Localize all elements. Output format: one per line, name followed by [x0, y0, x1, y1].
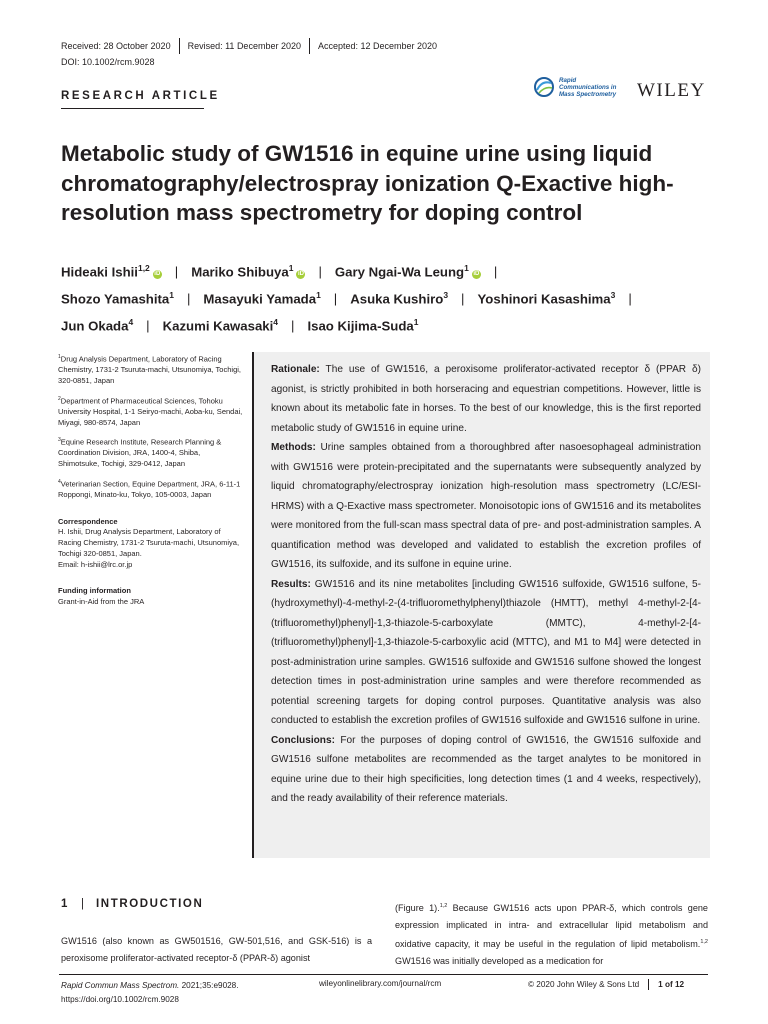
affiliation-1: $^1$Drug Analysis Department, Laboratory of Racing Chemistry, 1731-2 Tsuruta-machi, Utsunomiya, Tochigi, 320-0851, Japan: [58, 354, 241, 385]
author-name[interactable]: Yoshinori Kasashima: [477, 291, 611, 307]
affiliation-4: $^4$Veterinarian Section, Equine Department, JRA, 6-11-1 Roppongi, Minato-ku, Tokyo, 105-0003, Japan: [58, 478, 241, 500]
footer-citation: Rapid Commun Mass Spectrom. 2021;35:e9028. https://doi.org/10.1002/rcm.9028: [61, 981, 239, 1004]
affiliation-3: $^3$Equine Research Institute, Research Planning & Coordination Division, JRA, 1400-4, Shiba, Shimotsuke, Tochigi, 329-0412, Japan: [58, 437, 222, 469]
author-affiliation-mark: 4: [273, 316, 279, 327]
author-name[interactable]: Kazumi Kawasaki: [162, 318, 274, 334]
divider: [179, 38, 180, 54]
correspondence-address: H. Ishii, Drug Analysis Department, Laboratory of Racing Chemistry, 1731-2 Tsuruta-machi, Utsunomiya, Tochigi 320-0851, Japan.: [58, 527, 240, 558]
abstract-rationale: Rationale: The use of GW1516, a peroxisome proliferator-activated receptor δ (PPAR δ) agonist, is strictly prohibited in both horseracing and equestrian competitions. However, little is known about its metabolic fate in horses. To the best of our knowledge, this is the first reported metabolic study of GW1516 in equine urine.: [271, 364, 701, 434]
author-separator: |: [186, 291, 191, 307]
correspondence-email[interactable]: Email: h-ishii@lrc.or.jp: [58, 559, 133, 569]
author-name[interactable]: Shozo Yamashita: [61, 291, 170, 307]
journal-logo-text-3: Mass Spectrometry: [559, 90, 617, 98]
doi[interactable]: DOI: 10.1002/rcm.9028: [61, 57, 155, 67]
author-name[interactable]: Jun Okada: [61, 318, 129, 334]
funding-text: Grant-in-Aid from the JRA: [58, 596, 145, 606]
journal-logo: [533, 76, 616, 98]
author-affiliation-mark: 1: [316, 289, 321, 300]
intro-paragraph-right: (Figure 1).$^{1,2}$ Because GW1516 acts upon PPAR-δ, which controls gene expression implicated in intra- and extracellular lipid metabolism and oxidative capacity, it may be useful in the regulation of lipid metabolism.$^{1,2}$ GW1516 was initially developed as a medication for: [395, 903, 708, 967]
author-name[interactable]: Asuka Kushiro: [350, 291, 444, 307]
citation-ref[interactable]: 1,2: [700, 939, 708, 946]
author-affiliation-mark: 1: [464, 263, 469, 273]
article-type: RESEARCH ARTICLE: [61, 90, 220, 102]
author-separator: |: [146, 318, 150, 334]
funding-heading: Funding information: [58, 586, 131, 596]
author-name[interactable]: Mariko Shibuya: [191, 264, 289, 280]
affiliation-2: $^2$Department of Pharmaceutical Sciences, Tohoku University Hospital, 1-1 Seiryo-machi, Aoba-ku, Sendai, Miyagi, 980-8574, Japan: [58, 395, 243, 427]
footer-journal-site[interactable]: wileyonlinelibrary.com/journal/rcm: [319, 979, 442, 988]
orcid-icon[interactable]: iD: [297, 271, 304, 278]
copyright: © 2020 John Wiley & Sons Ltd: [528, 980, 640, 989]
author-name[interactable]: Gary Ngai-Wa Leung: [334, 264, 465, 280]
divider: [309, 38, 310, 54]
received-date: Received: 28 October 2020: [61, 41, 171, 51]
publisher-logo: WILEY: [637, 80, 706, 101]
author-name[interactable]: Hideaki Ishii: [61, 264, 138, 280]
correspondence: [58, 517, 243, 571]
author-separator: |: [493, 264, 498, 280]
author-separator: |: [291, 318, 295, 334]
journal-logo-text-2: Communications in: [559, 83, 617, 91]
page-number: 1 of 12: [658, 980, 685, 989]
intro-paragraph-left: GW1516 (also known as GW501516, GW-501,516, and GSK-516) is a peroxisome proliferator-activated receptor-δ (PPAR-δ) agonist: [61, 936, 372, 963]
footer-rule: [59, 974, 708, 975]
abstract-conclusions: Conclusions: For the purposes of doping control of GW1516, the GW1516 sulfoxide and GW1516 sulfone metabolites are recommended as the target analytes to be monitored in equine urine due to their high specificities, long detection times (1 and 4 weeks, respectively), and the ready availability of their reference materials.: [271, 734, 701, 804]
article-dates: [61, 38, 437, 54]
footer-right: [528, 979, 684, 990]
divider: [648, 979, 649, 990]
correspondence-heading: Correspondence: [58, 516, 118, 526]
author-affiliation-mark: 1: [169, 289, 174, 300]
orcid-icon[interactable]: iD: [154, 271, 161, 278]
author-name[interactable]: Masayuki Yamada: [203, 291, 317, 307]
author-separator: |: [333, 291, 338, 307]
author-affiliation-mark: 4: [128, 316, 134, 327]
author-affiliation-mark: 1: [413, 316, 419, 327]
footer-doi-link[interactable]: https://doi.org/10.1002/rcm.9028: [61, 994, 179, 1004]
author-separator: |: [318, 264, 322, 280]
revised-date: Revised: 11 December 2020: [187, 41, 301, 51]
journal-logo-text-1: Rapid: [559, 76, 577, 84]
author-list: [61, 257, 711, 338]
author-separator: |: [461, 291, 465, 307]
author-affiliation-mark: 3: [443, 289, 449, 300]
abstract-results: Results: GW1516 and its nine metabolites [including GW1516 sulfoxide, GW1516 sulfone, 5-(hydroxymethyl)-4-methyl-2-(4-trifluoromethylphenyl)thiazole (HMTT), methyl 4-methyl-2-[4-(trifluoromethyl)phenyl]-1,3-thiazole-5-carboxylate (MMTC), 4-methyl-2-[4-(trifluoromethyl)phenyl]-1,3-thiazole-5-carboxylic acid (MTTC), and M1 to M4] were detected in post-administration urine samples. GW1516 sulfoxide and GW1516 sulfone showed the longest detection times in post-administration urine samples and were therefore recommended as potential screening targets for doping control purposes. Quantitative analysis was also conducted to establish the excretion profiles of GW1516 sulfoxide and GW1516 sulfone in urine.: [271, 578, 701, 726]
author-affiliation-mark: 1: [288, 263, 294, 273]
author-separator: |: [174, 264, 179, 280]
abstract-box: [252, 352, 710, 858]
author-separator: |: [628, 291, 632, 307]
orcid-icon[interactable]: iD: [473, 271, 480, 278]
affiliations-sidebar: [58, 352, 243, 615]
author-affiliation-mark: 3: [610, 289, 616, 300]
section-heading-introduction: 1 | INTRODUCTION: [61, 898, 204, 910]
abstract-methods: Methods: Urine samples obtained from a thoroughbred after nasoesophageal administration with GW1516 were protein-precipitated and the supernatants were subsequently analyzed by liquid chromatography/electrospray ionization high-resolution mass spectrometry (LC/ESI-HRMS) with a Q-Exactive mass spectrometer. Monoisotopic ions of GW1516 and its metabolites were monitored from the full-scan mass spectral data of pre- and post-administration samples. A quantification method was developed and validated to establish the excretion profiles of GW1516, its sulfoxide, and its sulfone in equine urine.: [271, 442, 701, 570]
author-affiliation-mark: 1,2: [137, 263, 150, 273]
article-type-underline: [61, 108, 204, 109]
funding: [58, 586, 243, 607]
accepted-date: Accepted: 12 December 2020: [317, 41, 438, 51]
journal-logo-icon: [533, 76, 555, 98]
author-name[interactable]: Isao Kijima-Suda: [307, 318, 414, 334]
citation-ref[interactable]: 1,2: [439, 903, 448, 909]
article-title: Metabolic study of GW1516 in equine urine using liquid chromatography/electrospray ionization Q-Exactive high-resolution mass spectrometry for doping control: [61, 141, 674, 225]
